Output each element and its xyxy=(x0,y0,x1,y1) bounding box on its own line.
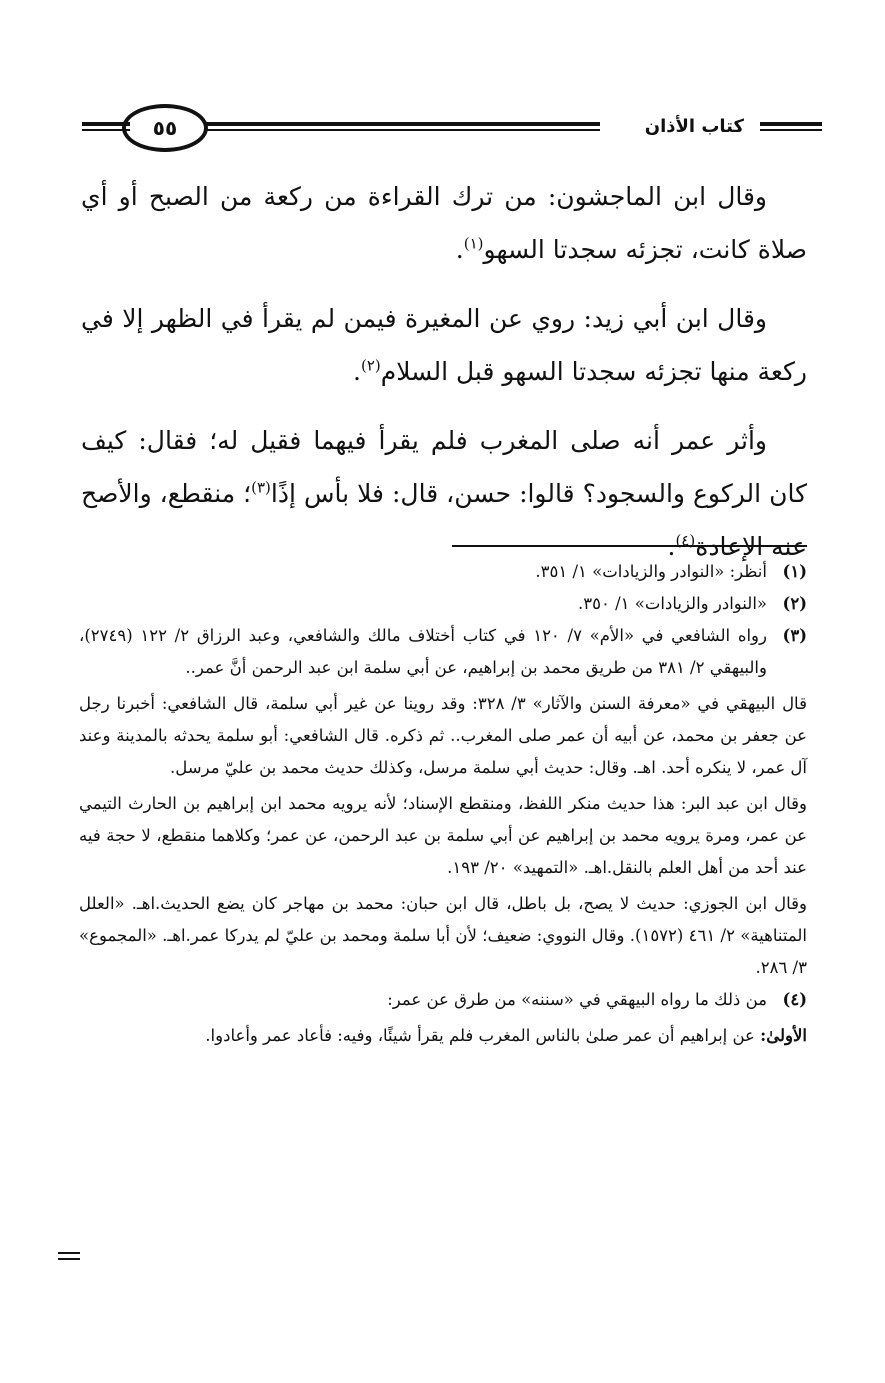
footnote-3-continuation-3: وقال ابن الجوزي: حديث لا يصح، بل باطل، قال ابن حبان: محمد بن مهاجر كان يضع الحديث.اهـ. «العلل المتناهية» ٢/ ٤٦١ (١٥٧٢). وقال النووي: ضعيف؛ لأن أبا سلمة ومحمد بن عليّ لم يدركا عمر.اهـ. «المجموع» ٣/ ٢٨٦. xyxy=(79,894,807,977)
footnote-4-first-text: عن إبراهيم أن عمر صلىٰ بالناس المغرب فلم يقرأ شيئًا، وفيه: فأعاد عمر وأعادوا. xyxy=(205,1026,755,1045)
footnote-4-first-label: الأولىٰ: xyxy=(760,1026,807,1045)
footnote-3-number: (٣) xyxy=(782,626,807,645)
header-rule-middle xyxy=(198,122,600,134)
main-text xyxy=(81,170,807,589)
paragraph-3 xyxy=(81,414,807,573)
header-rule-left xyxy=(82,122,130,134)
footnotes xyxy=(79,556,807,1052)
footnote-4-continuation-1 xyxy=(79,1020,807,1052)
footnote-2-number: (٢) xyxy=(782,594,807,613)
footnote-1 xyxy=(79,556,807,588)
paragraph-3-end: . xyxy=(667,532,676,561)
paragraph-3-text-a: وأثر عمر أنه صلى المغرب فلم يقرأ فيهما فقيل له؛ فقال: كيف كان الركوع والسجود؟ قالوا: حسن، قال: فلا بأس إذًا xyxy=(81,426,807,508)
footnote-2-text: «النوادر والزيادات» ١/ ٣٥٠. xyxy=(578,594,767,613)
footnote-ref-2[interactable]: (٢) xyxy=(360,356,381,375)
footnote-2 xyxy=(79,588,807,620)
paragraph-1-end: . xyxy=(455,235,464,264)
paragraph-3-text-b: ؛ منقطع، والأصح عنه الإعادة xyxy=(81,479,807,561)
footnote-4-number: (٤) xyxy=(782,990,807,1009)
paragraph-2-text: وقال ابن أبي زيد: روي عن المغيرة فيمن لم يقرأ في الظهر إلا في ركعة منها تجزئه سجدتا السهو قبل السلام xyxy=(81,304,807,386)
paragraph-2 xyxy=(81,292,807,398)
footnote-1-text: أنظر: «النوادر والزيادات» ١/ ٣٥١. xyxy=(535,562,767,581)
footnote-4-text: من ذلك ما رواه البيهقي في «سننه» من طرق عن عمر: xyxy=(387,990,767,1009)
footnote-3 xyxy=(79,620,807,684)
paragraph-2-end: . xyxy=(353,357,361,386)
page-header xyxy=(82,100,822,160)
header-rule-right xyxy=(760,122,822,134)
page-number: ٥٥ xyxy=(122,104,208,152)
continuation-mark xyxy=(58,1252,80,1264)
footnote-3-text: رواه الشافعي في «الأم» ٧/ ١٢٠ في كتاب أختلاف مالك والشافعي، وعبد الرزاق ٢/ ١٢٢ (٢٧٤٩)، والبيهقي ٢/ ٣٨١ من طريق محمد بن إبراهيم، عن أبي سلمة ابن عبد الرحمن أنَّ عمر.. xyxy=(79,626,767,677)
footnote-1-number: (١) xyxy=(782,562,807,581)
footnote-separator xyxy=(452,545,807,547)
footnote-3-continuation-1: قال البيهقي في «معرفة السنن والآثار» ٣/ ٣٢٨: وقد روينا عن غير أبي سلمة، قال الشافعي: أخبرنا رجل عن جعفر بن محمد، عن أبيه أن عمر صلى المغرب.. ثم ذكره. قال الشافعي: أبو سلمة يحدثه بالمدينة وعند آل عمر، لا ينكره أحد. اهـ. وقال: حديث أبي سلمة مرسل، وكذلك حديث محمد بن عليّ مرسل. xyxy=(79,694,807,777)
footnote-ref-4[interactable]: (٤) xyxy=(675,531,696,550)
book-title: كتاب الأذان xyxy=(644,116,744,137)
paragraph-1-text: وقال ابن الماجشون: من ترك القراءة من ركعة من الصبح أو أي صلاة كانت، تجزئه سجدتا السهو xyxy=(81,182,807,264)
footnote-ref-3[interactable]: (٣) xyxy=(251,478,271,497)
footnote-ref-1[interactable]: (١) xyxy=(463,234,484,253)
paragraph-1 xyxy=(81,170,807,276)
footnote-4 xyxy=(79,984,807,1016)
footnote-3-continuation-2: وقال ابن عبد البر: هذا حديث منكر اللفظ، ومنقطع الإسناد؛ لأنه يرويه محمد ابن إبراهيم بن الحارث التيمي عن عمر، ومرة يرويه محمد بن إبراهيم عن أبي سلمة بن عبد الرحمن، عن عمر؛ وكلاهما منقطع، لا حجة فيه عند أحد من أهل العلم بالنقل.اهـ. «التمهيد» ٢٠/ ١٩٣. xyxy=(79,794,807,877)
